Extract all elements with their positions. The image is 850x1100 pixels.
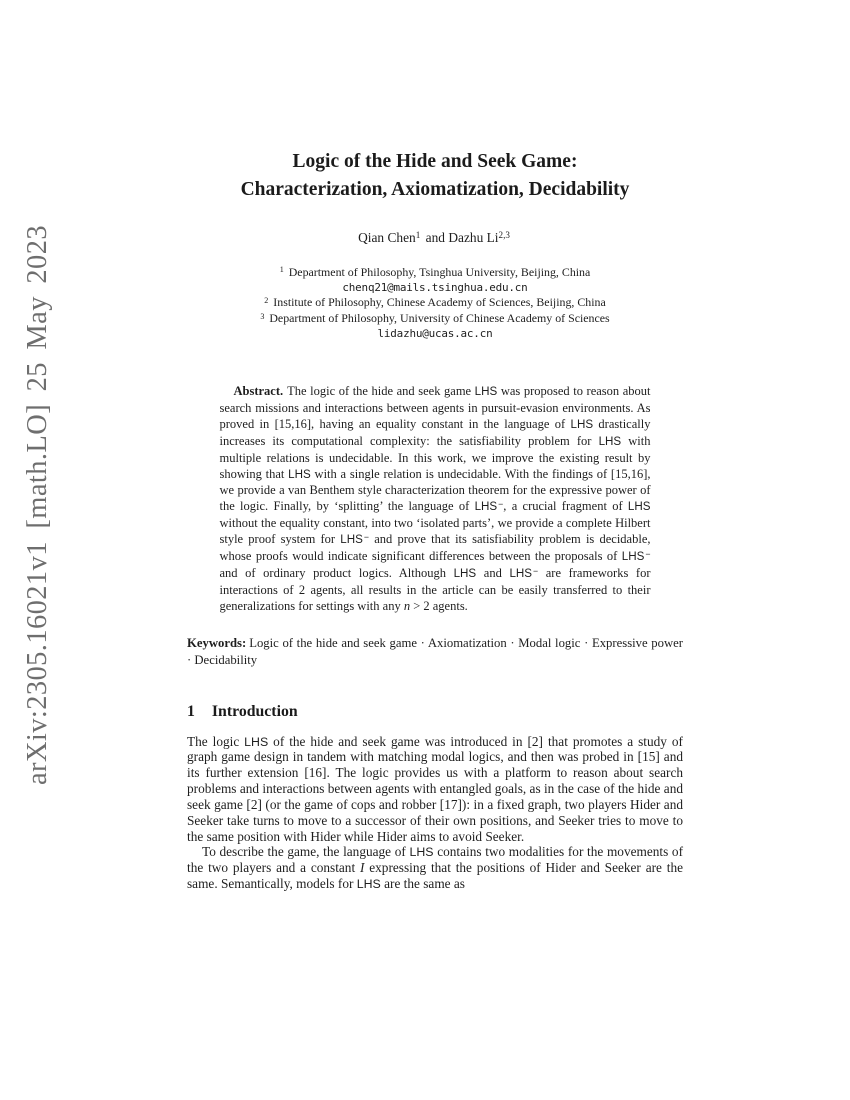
arxiv-watermark: arXiv:2305.16021v1 [math.LO] 25 May 2023 [22,224,53,786]
paper-title [187,148,683,205]
affiliation-line-3: $^3$ Department of Philosophy, University of Chinese Academy of Sciences [260,310,610,325]
paper-content [187,148,683,892]
keywords-label: Keywords: [187,635,247,650]
intro-paragraph-1: The logic LHS of the hide and seek game was introduced in [2] that promotes a study of graph game design in tandem with matching modal logics, and then was probed in [15] and its further extension [16]. The logic provides us with a platform to reason about search problems and interactions between agents with entangled goals, as in the case of the hide and seek game [2] (or the game of cops and robber [17]): in a fixed graph, two players Hider and Seeker take turns to move to a successor of their own positions, and Seeker tries to move to the same position with Hider while Hider aims to avoid Seeker. [187,733,683,844]
section-heading [187,703,683,721]
paper-title-line2: Characterization, Axiomatization, Decidability [240,179,630,201]
affiliation-email-2: lidazhu@ucas.ac.cn [377,327,493,341]
paper-title-line1: Logic of the Hide and Seek Game: [292,151,578,172]
abstract-label: Abstract. [233,383,284,398]
keywords-text: Logic of the hide and seek game · Axiomatization · Modal logic · Expressive power · Decidability [187,635,683,667]
keywords-block [187,635,683,669]
section-number: 1 [187,702,195,720]
authors-line: Qian Chen$^1$ and Dazhu Li$^{2,3}$ [358,229,510,245]
abstract-block [220,383,651,614]
affiliation-email-1: chenq21@mails.tsinghua.edu.cn [342,281,528,294]
affiliation-line-2: $^2$ Institute of Philosophy, Chinese Academy of Sciences, Beijing, China [264,295,606,310]
section-title: Introduction [211,702,298,720]
intro-paragraph-2: To describe the game, the language of LHS contains two modalities for the movements of the two players and a constant I expressing that the positions of Hider and Seeker are the same. Semantically, models for LHS are the same as [187,844,683,891]
abstract-text: The logic of the hide and seek game LHS was proposed to reason about search missions and interactions between agents in pursuit-evasion environments. As proved in [15,16], having an equality constant in the language of LHS drastically increases its computational complexity: the satisfiability problem for LHS with multiple relations is undecidable. In this work, we improve the existing result by showing that LHS with a single relation is undecidable. With the findings of [15,16], we provide a van Benthem style characterization theorem for the expressive power of the logic. Finally, by ‘splitting’ the language of LHS−, a crucial fragment of LHS without the equality constant, into two ‘isolated parts’, we provide a complete Hilbert style proof system for LHS− and prove that its satisfiability problem is decidable, whose proofs would indicate significant differences between the proposals of LHS− and of ordinary product logics. Although LHS and LHS− are frameworks for interactions of 2 agents, all results in the article can be easily transferred to their generalizations for settings with any n > 2 agents. [219,383,651,613]
affiliations-block [187,265,683,342]
affiliation-line-1: $^1$ Department of Philosophy, Tsinghua University, Beijing, China [279,264,591,279]
